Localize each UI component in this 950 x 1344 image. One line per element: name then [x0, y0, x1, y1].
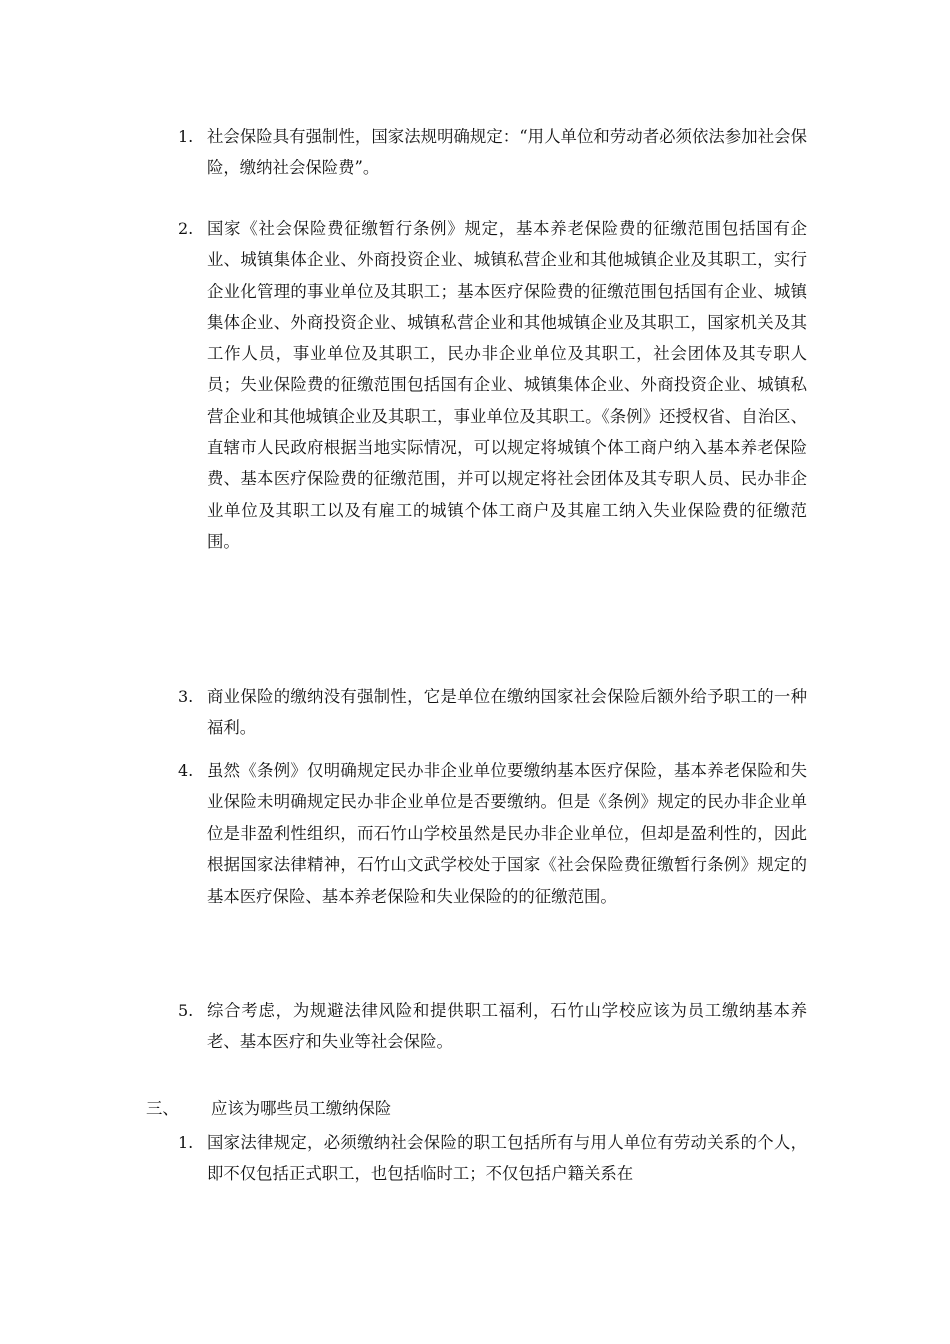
list-item-text: 社会保险具有强制性，国家法规明确规定：“用人单位和劳动者必须依法参加社会保险，缴纳社会保险费”。 [207, 127, 807, 178]
section-number: 三、 [146, 1099, 179, 1118]
list-item-number: 1. [178, 1133, 194, 1152]
list-item-number: 1. [178, 127, 194, 146]
list-item-text: 国家法律规定，必须缴纳社会保险的职工包括所有与用人单位有劳动关系的个人，即不仅包括正式职工，也包括临时工；不仅包括户籍关系在 [207, 1133, 807, 1184]
list-item-text: 虽然《条例》仅明确规定民办非企业单位要缴纳基本医疗保险，基本养老保险和失业保险未明确规定民办非企业单位是否要缴纳。但是《条例》规定的民办非企业单位是非盈利性组织，而石竹山学校虽然是民办非企业单位，但却是盈利性的，因此根据国家法律精神，石竹山文武学校处于国家《社会保险费征缴暂行条例》规定的基本医疗保险、基本养老保险和失业保险的的征缴范围。 [207, 761, 807, 906]
list-item-number: 4. [178, 761, 194, 780]
list-item-number: 3. [178, 687, 194, 706]
list-item-text: 商业保险的缴纳没有强制性，它是单位在缴纳国家社会保险后额外给予职工的一种福利。 [207, 687, 807, 738]
list-item-number: 2. [178, 219, 194, 238]
section-title: 应该为哪些员工缴纳保险 [211, 1099, 392, 1118]
list-item-text: 国家《社会保险费征缴暂行条例》规定，基本养老保险费的征缴范围包括国有企业、城镇集体企业、外商投资企业、城镇私营企业和其他城镇企业及其职工，实行企业化管理的事业单位及其职工；基本医疗保险费的征缴范围包括国有企业、城镇集体企业、外商投资企业、城镇私营企业和其他城镇企业及其职工，国家机关及其工作人员，事业单位及其职工，民办非企业单位及其职工，社会团体及其专职人员；失业保险费的征缴范围包括国有企业、城镇集体企业、外商投资企业、城镇私营企业和其他城镇企业及其职工，事业单位及其职工。《条例》还授权省、自治区、直辖市人民政府根据当地实际情况，可以规定将城镇个体工商户纳入基本养老保险费、基本医疗保险费的征缴范围，并可以规定将社会团体及其专职人员、民办非企业单位及其职工以及有雇工的城镇个体工商户及其雇工纳入失业保险费的征缴范围。 [207, 219, 807, 551]
list-item-number: 5. [178, 1001, 194, 1020]
list-item-text: 综合考虑，为规避法律风险和提供职工福利，石竹山学校应该为员工缴纳基本养老、基本医疗和失业等社会保险。 [207, 1001, 807, 1052]
